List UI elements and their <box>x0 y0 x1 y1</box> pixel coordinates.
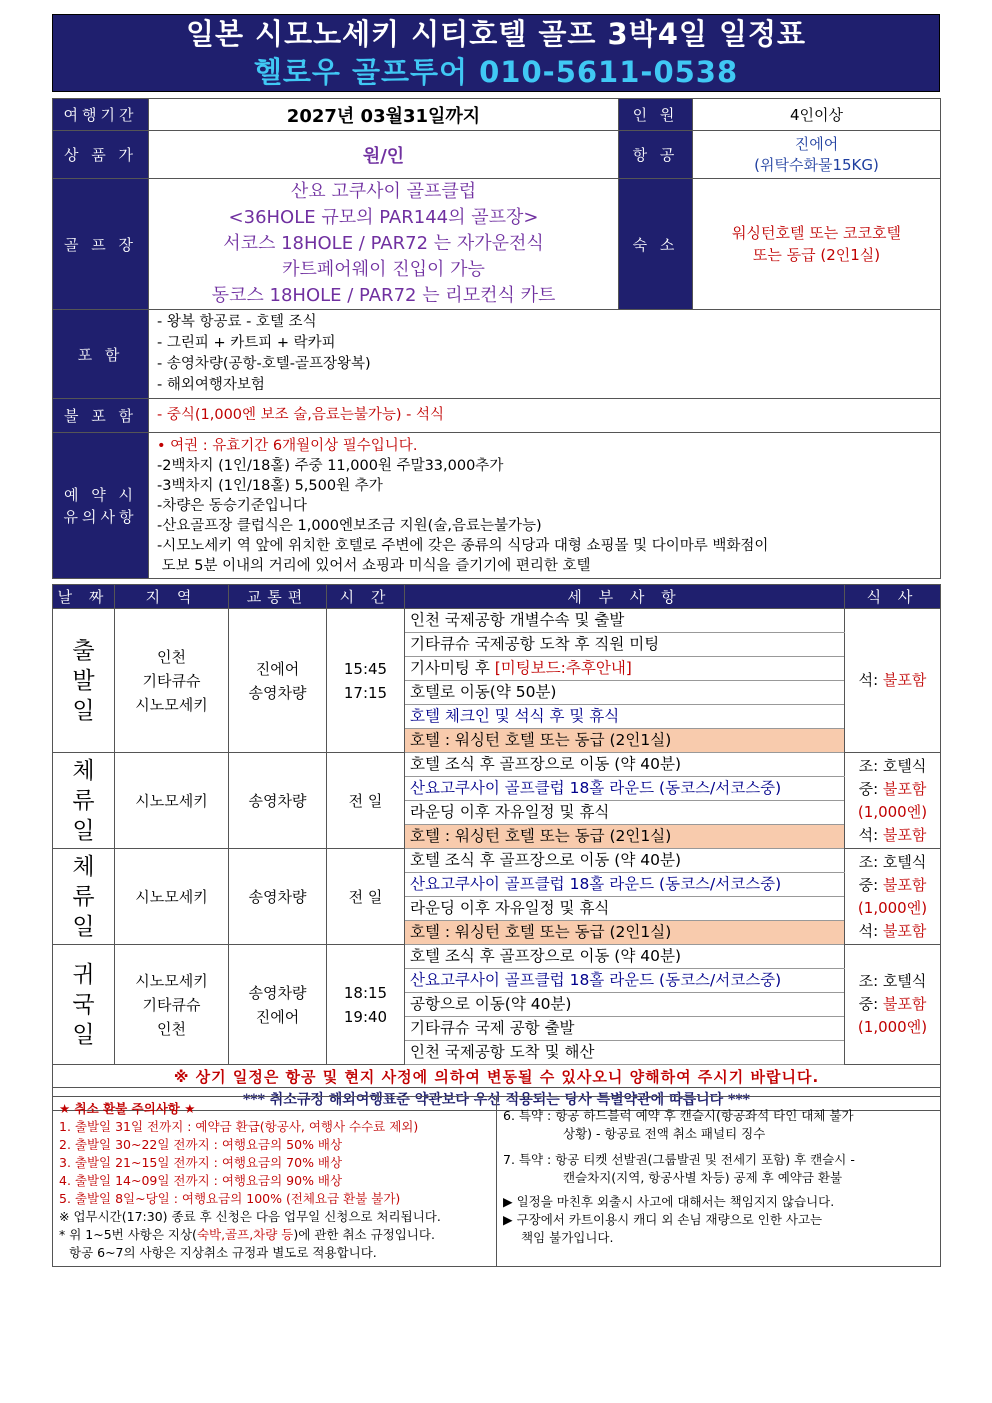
notes-label-line: 예 약 시 <box>63 485 137 504</box>
hotel-value <box>693 179 941 310</box>
scope-text: )에 관한 취소 규정입니다. <box>293 1227 435 1242</box>
note-item: -산요골프장 클럽식은 1,000엔보조금 지원(술,음료는불가능) <box>157 517 542 534</box>
region-name: 시노모세키 <box>135 695 208 714</box>
detail-line: 호텔 조식 후 골프장으로 이동 (약 40분) <box>405 753 845 777</box>
day-char: 일 <box>72 913 95 940</box>
time-cell: 전 일 <box>327 849 405 945</box>
golf-line: <36HOLE 규모의 PAR144의 골프장> <box>228 207 539 228</box>
golf-line: 서코스 18HOLE / PAR72 는 자가운전식 <box>223 233 544 254</box>
hotel-line: 호텔 : 워싱턴 호텔 또는 동급 (2인1실) <box>405 729 845 753</box>
include-list <box>149 310 941 399</box>
meal-cell <box>845 945 941 1065</box>
detail-line: 인천 국제공항 도착 및 해산 <box>405 1041 845 1065</box>
golf-course-info <box>149 179 619 310</box>
day-char: 류 <box>72 883 95 910</box>
meal-note: (1,000엔) <box>857 802 928 821</box>
scope-note <box>59 1226 490 1244</box>
hotel-line: 워싱턴호텔 또는 코코호텔 <box>732 224 901 242</box>
scope-text: * 위 1~5번 사항은 지상( <box>59 1227 197 1242</box>
detail-line: 기타큐슈 국제공항 도착 후 직원 미팅 <box>405 633 845 657</box>
transport-name: 진에어 <box>255 1007 300 1026</box>
term-line: 책임 불가입니다. <box>521 1230 614 1245</box>
refund-item: 5. 출발일 8일~당일 : 여행요금의 100% (전체요금 환불 불가) <box>59 1191 401 1206</box>
day-char: 귀 <box>72 961 95 988</box>
detail-line: 기타큐슈 국제 공항 출발 <box>405 1017 845 1041</box>
time-value: 18:15 <box>343 983 388 1002</box>
detail-text: 기사미팅 후 <box>410 659 495 677</box>
region-name: 인천 <box>157 1019 186 1038</box>
policy-table <box>52 1096 941 1267</box>
contact-line: 헬로우 골프투어 010-5611-0538 <box>253 55 739 89</box>
detail-line: 산요고쿠사이 골프클럽 18홀 라운드 (동코스/서코스중) <box>405 969 845 993</box>
meal-value: 불포함 <box>882 779 927 798</box>
detail-line: 산요고쿠사이 골프클럽 18홀 라운드 (동코스/서코스중) <box>405 777 845 801</box>
region-cell: 시노모세키 <box>115 753 229 849</box>
region-name: 인천 <box>157 647 186 666</box>
detail-line: 산요고쿠사이 골프클럽 18홀 라운드 (동코스/서코스중) <box>405 873 845 897</box>
note-item: -2백차지 (1인/18홀) 주중 11,000원 주말33,000추가 <box>157 457 504 474</box>
time-cell: 전 일 <box>327 753 405 849</box>
meal-label: 석: <box>858 825 883 844</box>
detail-line: 호텔 조식 후 골프장으로 이동 (약 40분) <box>405 849 845 873</box>
day-char: 발 <box>72 667 95 694</box>
day-char: 일 <box>72 817 95 844</box>
special-terms <box>497 1097 941 1267</box>
time-cell <box>327 609 405 753</box>
hotel-label: 숙 소 <box>619 179 693 310</box>
include-item: - 그린피 + 카트피 + 락카피 <box>157 335 336 351</box>
price-value: 원/인 <box>149 131 619 179</box>
detail-line: 라운딩 이후 자유일정 및 휴식 <box>405 897 845 921</box>
airline-label: 항 공 <box>619 131 693 179</box>
persons-label: 인 원 <box>619 99 693 131</box>
airline-baggage: (위탁수화물15KG) <box>754 155 879 174</box>
refund-policy <box>53 1097 497 1267</box>
period-label: 여행기간 <box>53 99 149 131</box>
region-name: 시노모세키 <box>135 971 208 990</box>
day-stay <box>53 753 115 849</box>
detail-line: 공항으로 이동(약 40분) <box>405 993 845 1017</box>
detail-line <box>405 657 845 681</box>
region-cell: 시노모세키 <box>115 849 229 945</box>
airline-scope-note: 항공 6~7의 사항은 지상취소 규정과 별도로 적용합니다. <box>69 1245 377 1260</box>
hotel-line: 호텔 : 워싱턴 호텔 또는 동급 (2인1실) <box>405 825 845 849</box>
detail-line: 호텔 체크인 및 석식 후 및 휴식 <box>405 705 845 729</box>
meal-note: (1,000엔) <box>857 898 928 917</box>
include-item: - 송영차량(공항-호텔-골프장왕복) <box>157 356 371 372</box>
meal-cell <box>845 849 941 945</box>
airline-value <box>693 131 941 179</box>
note-item: 도보 5분 이내의 거리에 있어서 쇼핑과 미식을 즐기기에 편리한 호텔 <box>157 557 591 574</box>
header-date: 날 짜 <box>53 585 115 609</box>
detail-line: 인천 국제공항 개별수속 및 출발 <box>405 609 845 633</box>
exclude-label: 불 포 함 <box>53 399 149 433</box>
meal-label: 중: <box>858 875 883 894</box>
hotel-line: 호텔 : 워싱턴 호텔 또는 동급 (2인1실) <box>405 921 845 945</box>
notes-label <box>53 433 149 579</box>
day-stay <box>53 849 115 945</box>
day-char: 체 <box>72 757 95 784</box>
day-char: 출 <box>72 637 95 664</box>
detail-line: 라운딩 이후 자유일정 및 휴식 <box>405 801 845 825</box>
meal-cell <box>845 609 941 753</box>
golf-line: 산요 고쿠사이 골프클럽 <box>290 181 477 202</box>
page-title: 일본 시모노세키 시티호텔 골프 3박4일 일정표 <box>185 17 807 51</box>
passport-note: • 여권 : 유효기간 6개월이상 필수입니다. <box>157 437 418 454</box>
meal-value: 불포함 <box>882 995 927 1013</box>
header-transport: 교통편 <box>229 585 327 609</box>
note-item: -시모노세키 역 앞에 위치한 호텔로 주변에 갖은 종류의 식당과 대형 쇼핑몰 및 다이마루 백화점이 <box>157 537 769 554</box>
time-value: 19:40 <box>343 1007 388 1026</box>
header-region: 지 역 <box>115 585 229 609</box>
persons-value: 4인이상 <box>693 99 941 131</box>
include-item: - 해외여행자보험 <box>157 377 265 393</box>
refund-item: 3. 출발일 21~15일 전까지 : 여행요금의 70% 배상 <box>59 1155 343 1170</box>
day-char: 류 <box>72 787 95 814</box>
time-value: 15:45 <box>343 659 388 678</box>
hotel-line: 또는 동급 (2인1실) <box>752 246 881 264</box>
title-banner <box>52 14 940 92</box>
term-line: ▶ 구장에서 카트이용시 캐디 외 손님 재량으로 인한 사고는 <box>503 1212 823 1227</box>
term-line: 6. 특약 : 항공 하드블럭 예약 후 캔슬시(항공좌석 타인 대체 불가 <box>503 1108 854 1123</box>
header-time: 시 간 <box>327 585 405 609</box>
term-line: 캔슬차지(지역, 항공사별 차등) 공제 후 예약금 환불 <box>563 1170 843 1185</box>
golf-line: 카트페어웨이 진입이 가능 <box>282 259 485 280</box>
term-line: 7. 특약 : 항공 티켓 선발권(그룹발권 및 전세기 포함) 후 캔슬시 - <box>503 1152 855 1167</box>
day-char: 일 <box>72 697 95 724</box>
transport-name: 송영차량 <box>248 683 307 702</box>
region-cell <box>115 945 229 1065</box>
notes-label-line: 유의사항 <box>63 507 138 526</box>
time-cell <box>327 945 405 1065</box>
meal-value: 불포함 <box>882 825 927 844</box>
refund-item: 1. 출발일 31일 전까지 : 예약금 환급(항공사, 여행사 수수료 제외) <box>59 1119 419 1134</box>
region-name: 기타큐슈 <box>142 995 201 1014</box>
term-line: ▶ 일정을 마친후 외출시 사고에 대해서는 책임지지 않습니다. <box>503 1194 835 1209</box>
meal-label: 석: <box>858 921 883 940</box>
day-departure <box>53 609 115 753</box>
meal-label: 중: <box>858 779 883 798</box>
refund-item: 4. 출발일 14~09일 전까지 : 여행요금의 90% 배상 <box>59 1173 343 1188</box>
day-char: 일 <box>72 1021 95 1048</box>
meal-line: 조: 호텔식 <box>858 972 927 990</box>
schedule-table <box>52 584 941 1111</box>
period-value: 2027년 03월31일까지 <box>149 99 619 131</box>
price-label: 상 품 가 <box>53 131 149 179</box>
detail-line: 호텔로 이동(약 50분) <box>405 681 845 705</box>
refund-title: ★ 취소 환불 주의사항 ★ <box>59 1101 196 1116</box>
transport-cell <box>229 945 327 1065</box>
include-label: 포 함 <box>53 310 149 399</box>
golf-line: 동코스 18HOLE / PAR72 는 리모컨식 카트 <box>211 285 556 306</box>
meal-line: 조: 호텔식 <box>858 756 927 775</box>
note-item: -3백차지 (1인/18홀) 5,500원 추가 <box>157 477 383 494</box>
schedule-warning: ※ 상기 일정은 항공 및 현지 사정에 의하여 변동될 수 있사오니 양해하여 주시기 바랍니다. <box>53 1065 941 1088</box>
meal-value: 불포함 <box>882 921 927 940</box>
exclude-value: - 중식(1,000엔 보조 술,음료는불가능) - 석식 <box>149 399 941 433</box>
golf-label: 골 프 장 <box>53 179 149 310</box>
include-item: - 왕복 항공료 - 호텔 조식 <box>157 314 317 330</box>
transport-cell <box>229 609 327 753</box>
day-return <box>53 945 115 1065</box>
cancel-policy-title: *** 취소규정 해외여행표준 약관보다 우선 적용되는 당사 특별약관에 따릅니다 *** <box>53 1088 941 1111</box>
meal-label: 석: <box>858 671 883 689</box>
meeting-board-note: [미팅보드:추후안내] <box>494 659 632 677</box>
transport-cell: 송영차량 <box>229 849 327 945</box>
region-cell <box>115 609 229 753</box>
transport-cell: 송영차량 <box>229 753 327 849</box>
region-name: 기타큐슈 <box>142 671 201 690</box>
scope-highlight: 숙박,골프,차량 등 <box>196 1227 294 1242</box>
meal-line: 조: 호텔식 <box>858 852 927 871</box>
detail-line: 호텔 조식 후 골프장으로 이동 (약 40분) <box>405 945 845 969</box>
meal-label: 중: <box>858 995 883 1013</box>
transport-name: 진에어 <box>255 659 300 678</box>
header-meal: 식 사 <box>845 585 941 609</box>
term-line: 상황) - 항공료 전액 취소 패널티 징수 <box>563 1126 766 1141</box>
meal-cell <box>845 753 941 849</box>
airline-name: 진에어 <box>794 134 839 153</box>
meal-value: 불포함 <box>882 875 927 894</box>
header-details: 세 부 사 항 <box>405 585 845 609</box>
business-hours-note: ※ 업무시간(17:30) 종료 후 신청은 다음 업무일 신청으로 처리됩니다. <box>59 1209 441 1224</box>
day-char: 체 <box>72 853 95 880</box>
transport-name: 송영차량 <box>248 983 307 1002</box>
note-item: -차량은 동승기준입니다 <box>157 497 307 514</box>
time-value: 17:15 <box>343 683 388 702</box>
meal-value: 불포함 <box>882 671 927 689</box>
info-table <box>52 98 941 579</box>
meal-note: (1,000엔) <box>857 1018 928 1036</box>
refund-item: 2. 출발일 30~22일 전까지 : 여행요금의 50% 배상 <box>59 1137 343 1152</box>
booking-notes <box>149 433 941 579</box>
day-char: 국 <box>72 991 95 1018</box>
